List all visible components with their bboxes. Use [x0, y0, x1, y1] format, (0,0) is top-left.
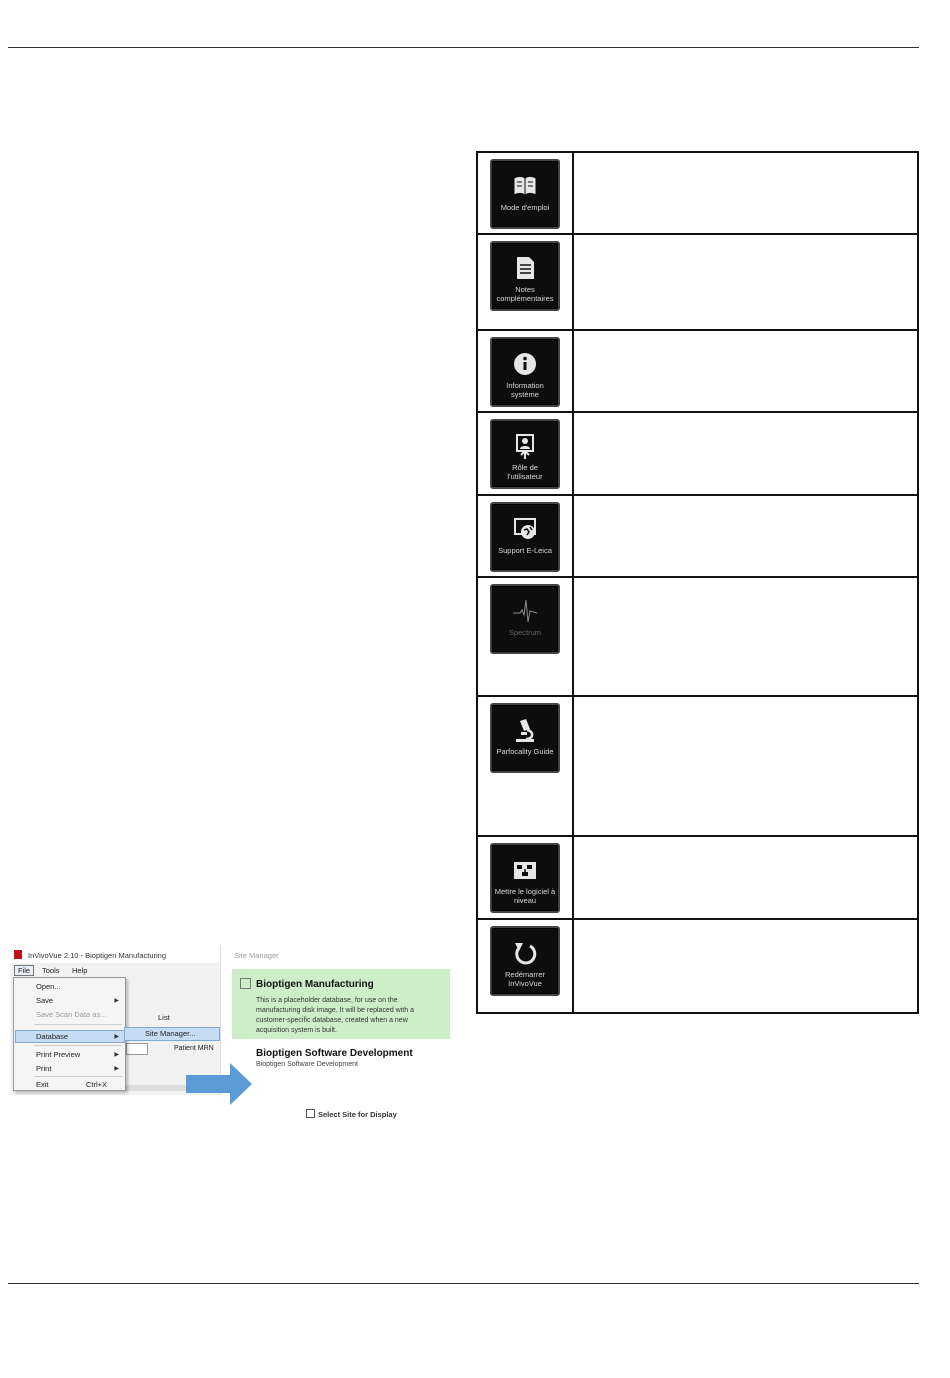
user-role-tile-button[interactable] [490, 419, 560, 489]
database-submenu [124, 1027, 220, 1041]
tile-label: Spectrum [508, 628, 542, 637]
menubar [12, 965, 218, 977]
description-cell [573, 577, 918, 696]
patient-mrn-label: Patient MRN [174, 1045, 214, 1052]
icon-table-row [477, 696, 918, 836]
menu-item-save-scan: Save Scan Data as... [36, 1010, 107, 1019]
menu-item-exit[interactable]: Exit [36, 1080, 49, 1089]
icon-table-row [477, 330, 918, 412]
submenu-arrow-icon: ▶ [114, 998, 119, 1004]
description-cell [573, 412, 918, 495]
home-icon [240, 978, 251, 989]
tile-label: Rôle de l'utilisateur [507, 463, 543, 481]
icon-cell [477, 495, 573, 577]
site-card-manufacturing[interactable] [232, 969, 450, 1039]
microscope-icon [512, 717, 538, 743]
menu-separator [34, 1045, 122, 1046]
globe-support-icon [512, 516, 538, 542]
site-description: This is a placeholder database, for use on the manufacturing disk image. It will be replaced with a customer-specific database, created when a new acquisition system is built. [256, 997, 414, 1034]
app-title: InVivoVue 2.10 - Bioptigen Manufacturing [28, 951, 167, 960]
tile-label: Mode d'emploi [500, 203, 550, 212]
icon-table-row [477, 836, 918, 919]
heartbeat-tile-button[interactable] [490, 584, 560, 654]
tile-label: Redémarrer InVivoVue [504, 970, 545, 988]
user-role-icon [512, 433, 538, 459]
menu-item-print-preview[interactable]: Print Preview [36, 1050, 81, 1059]
book-icon [512, 173, 538, 199]
submenu-arrow-icon: ▶ [114, 1066, 119, 1072]
icon-cell [477, 412, 573, 495]
info-icon [512, 351, 538, 377]
icon-table-row [477, 577, 918, 696]
submenu-arrow-icon: ▶ [114, 1034, 119, 1040]
icon-cell [477, 696, 573, 836]
patient-input[interactable] [126, 1043, 148, 1055]
icon-table-row [477, 919, 918, 1013]
site-name: Bioptigen Manufacturing [256, 979, 374, 990]
description-cell [573, 495, 918, 577]
app-logo-icon [14, 950, 22, 959]
document-tile-button[interactable] [490, 241, 560, 311]
menu-item-save[interactable]: Save [36, 996, 54, 1005]
tile-label: Information système [506, 381, 544, 399]
icon-table-row [477, 495, 918, 577]
tile-label: Support E-Leica [498, 546, 552, 555]
description-cell [573, 696, 918, 836]
description-cell [573, 152, 918, 234]
menu-tools[interactable]: Tools [42, 966, 60, 975]
software-update-icon [512, 857, 538, 883]
description-cell [573, 919, 918, 1013]
restart-icon [512, 940, 538, 966]
menu-file[interactable]: File [14, 965, 34, 976]
heartbeat-icon [512, 598, 538, 624]
book-tile-button[interactable] [490, 159, 560, 229]
document-icon [512, 255, 538, 281]
site-manager-screenshot [10, 945, 452, 1125]
description-cell [573, 330, 918, 412]
select-site-label: Select Site for Display [318, 1110, 397, 1119]
menu-item-database[interactable]: Database [36, 1032, 69, 1041]
menu-help[interactable]: Help [72, 966, 88, 975]
header-rule [8, 47, 919, 48]
icon-table [476, 151, 919, 1014]
tile-label: Parfocality Guide [496, 747, 554, 756]
icon-cell [477, 152, 573, 234]
submenu-arrow-icon: ▶ [114, 1052, 119, 1058]
icon-cell [477, 836, 573, 919]
footer-rule [8, 1283, 919, 1284]
app-title-bar [10, 945, 220, 963]
menu-item-database-highlight [15, 1030, 125, 1043]
icon-cell [477, 234, 573, 330]
description-cell [573, 234, 918, 330]
site-manager-title: Site Manager [234, 951, 279, 960]
select-site-button[interactable] [306, 1109, 397, 1119]
menu-separator [34, 1024, 122, 1025]
icon-cell [477, 330, 573, 412]
icon-table-row [477, 412, 918, 495]
file-menu [13, 977, 126, 1091]
site-subtitle: Bioptigen Software Development [256, 1061, 358, 1068]
icon-table-row [477, 152, 918, 234]
list-label: List [158, 1013, 170, 1022]
menu-item-site-manager[interactable]: Site Manager... [145, 1029, 196, 1038]
icon-cell [477, 577, 573, 696]
menu-separator [34, 1076, 122, 1077]
menu-item-print[interactable]: Print [36, 1064, 52, 1073]
software-update-tile-button[interactable] [490, 843, 560, 913]
menu-item-open[interactable]: Open... [36, 982, 61, 991]
globe-support-tile-button[interactable] [490, 502, 560, 572]
info-tile-button[interactable] [490, 337, 560, 407]
restart-tile-button[interactable] [490, 926, 560, 996]
icon-cell [477, 919, 573, 1013]
site-card-software-dev[interactable] [232, 1045, 450, 1085]
site-name: Bioptigen Software Development [256, 1048, 413, 1059]
display-icon [306, 1109, 315, 1118]
tile-label: Notes complémentaires [496, 285, 554, 303]
icon-table-row [477, 234, 918, 330]
exit-shortcut: Ctrl+X [86, 1080, 108, 1089]
tile-label: Mettre le logiciel à niveau [494, 887, 556, 905]
description-cell [573, 836, 918, 919]
microscope-tile-button[interactable] [490, 703, 560, 773]
